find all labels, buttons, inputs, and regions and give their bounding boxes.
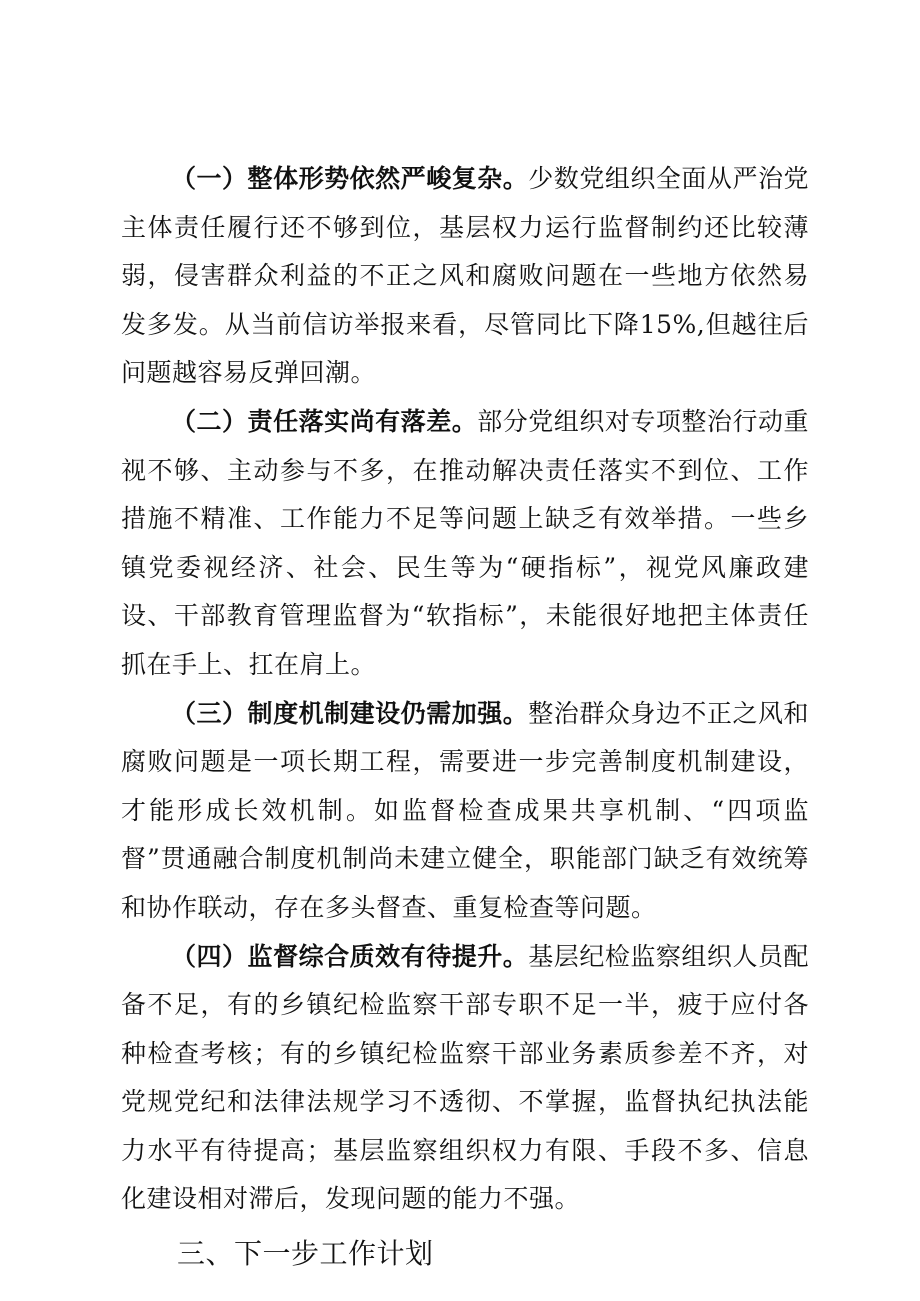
- paragraph-body: 基层纪检监察组织人员配备不足，有的乡镇纪检监察干部专职不足一半，疲于应付各种检查考核；有的乡镇纪检监察干部业务素质参差不齐，对党规党纪和法律法规学习不透彻、不掌握，监督执纪执法能力水平有待提高；基层监察组织权力有限、手段不多、信息化建设相对滞后，发现问题的能力不强。: [121, 941, 809, 1214]
- paragraph-supervision-effectiveness: [121, 933, 809, 1225]
- paragraph-lead: （一）整体形势依然严峻复杂。: [171, 164, 529, 193]
- paragraph-lead: （三）制度机制建设仍需加强。: [171, 698, 529, 728]
- paragraph-responsibility-gap: [121, 398, 809, 690]
- paragraph-lead: （四）监督综合质效有待提升。: [171, 941, 529, 971]
- paragraph-body: 整治群众身边不正之风和腐败问题是一项长期工程，需要进一步完善制度机制建设，才能形成长效机制。如监督检查成果共享机制、“四项监督”贯通融合制度机制尚未建立健全，职能部门缺乏有效统筹和协作联动，存在多头督查、重复检查等问题。: [121, 698, 809, 922]
- document-body: [121, 155, 809, 1278]
- paragraph-body: 部分党组织对专项整治行动重视不够、主动参与不多，在推动解决责任落实不到位、工作措施不精准、工作能力不足等问题上缺乏有效举措。一些乡镇党委视经济、社会、民生等为“硬指标”，视党风廉政建设、干部教育管理监督为“软指标”，未能很好地把主体责任抓在手上、扛在肩上。: [121, 406, 809, 679]
- paragraph-body: 少数党组织全面从严治党主体责任履行还不够到位，基层权力运行监督制约还比较薄弱，侵害群众利益的不正之风和腐败问题在一些地方依然易发多发。从当前信访举报来看，尽管同比下降15%,但越往后问题越容易反弹回潮。: [121, 164, 809, 388]
- paragraph-lead: （二）责任落实尚有落差。: [171, 406, 478, 436]
- paragraph-overall-situation: [121, 155, 809, 398]
- section-heading: 三、下一步工作计划: [177, 1237, 434, 1271]
- paragraph-institution-building: [121, 690, 809, 933]
